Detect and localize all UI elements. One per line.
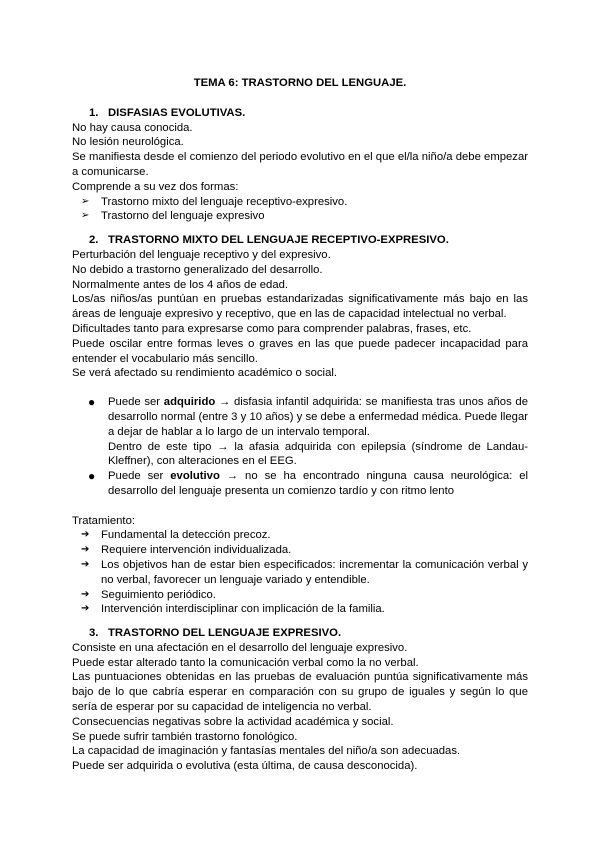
section-1-title: DISFASIAS EVOLUTIVAS.	[108, 106, 246, 119]
s1-forms-list	[72, 195, 528, 225]
s3-line-1: Consiste en una afectación en el desarrollo del lenguaje expresivo.	[72, 641, 408, 654]
arrow-icon: ➔	[81, 588, 90, 600]
section-3-number: 3.	[89, 627, 99, 640]
treatment-list	[72, 528, 528, 617]
list-item: ➢ Trastorno del lenguaje expresivo	[81, 210, 265, 223]
s3-line-2: Puede estar alterado tanto la comunicación verbal como la no verbal.	[72, 656, 419, 669]
arrowhead-icon: ➢	[81, 195, 90, 207]
s1-line-4: Comprende a su vez dos formas:	[72, 180, 239, 193]
treatment-label: Tratamiento:	[72, 514, 135, 527]
s2-line-4: Los/as niños/as puntúan en pruebas estandarizadas significativamente más bajo en las áreas de lenguaje expresivo y receptivo, que en las de capacidad intelectual no verbal.	[72, 293, 528, 321]
list-item: ➔ Requiere intervención individualizada.	[81, 544, 292, 557]
list-item-acquired: ● Puede ser adquirido → disfasia infantil adquirida: se manifiesta tras unos años de desarrollo normal (entre 3 y 10 años) y se debe a enfermedad médica. Puede llegar a dejar de hablar a lo largo de un intervalo temporal. Dentro de este tipo → la afasia adquirida con epilepsia (síndrome de Landau-Kleffner), con alteraciones en el EEG.	[88, 395, 528, 468]
bullet-icon: ●	[88, 395, 96, 410]
s2-line-1: Perturbación del lenguaje receptivo y del expresivo.	[72, 248, 331, 261]
list-item-evolutive: ● Puede ser evolutivo → no se ha encontrado ninguna causa neurológica: el desarrollo del lenguaje presenta un comienzo tardío y con ritmo lento	[88, 469, 528, 497]
s3-line-7: Puede ser adquirida o evolutiva (esta última, de causa desconocida).	[72, 760, 418, 773]
arrow-icon: ➔	[81, 603, 90, 615]
s2-line-5: Dificultades tanto para expresarse como para comprender palabras, frases, etc.	[72, 322, 472, 335]
list-item: ➔ Fundamental la detección precoz.	[81, 529, 271, 542]
s3-line-3: Las puntuaciones obtenidas en las pruebas de evaluación puntúa significativamente más bajo de lo que cabría esperar en comparación con su grupo de iguales y según lo que sería de esperar por su capacidad de inteligencia no verbal.	[72, 671, 528, 714]
list-item: ➔ Los objetivos han de estar bien especificados: incrementar la comunicación verbal y no verbal, favorecer un lenguaje variado y entendible.	[81, 558, 528, 586]
section-2-title: TRASTORNO MIXTO DEL LENGUAJE RECEPTIVO-EXPRESIVO.	[108, 234, 449, 247]
s2-line-2: No debido a trastorno generalizado del desarrollo.	[72, 263, 323, 276]
s3-line-5: Se puede sufrir también trastorno fonológico.	[72, 730, 298, 743]
evolutive-term: evolutivo	[170, 470, 220, 483]
section-1-heading	[72, 106, 528, 121]
s3-line-4: Consecuencias negativas sobre la actividad académica y social.	[72, 715, 394, 728]
s2-line-7: Se verá afectado su rendimiento académico o social.	[72, 367, 337, 380]
section-3-heading	[72, 626, 528, 641]
bullet-icon: ●	[88, 469, 96, 484]
section-1-number: 1.	[89, 106, 99, 119]
s1-line-3: Se manifiesta desde el comienzo del periodo evolutivo en el que el/la niño/a debe empezar a comunicarse.	[72, 151, 528, 178]
s2-types-list	[72, 395, 528, 499]
list-item: ➢ Trastorno mixto del lenguaje receptivo-expresivo.	[81, 195, 348, 208]
document-page	[72, 76, 528, 774]
s2-line-3: Normalmente antes de los 4 años de edad.	[72, 278, 289, 291]
arrowhead-icon: ➢	[81, 210, 90, 222]
section-3-title: TRASTORNO DEL LENGUAJE EXPRESIVO.	[108, 627, 342, 640]
arrow-icon: ➔	[81, 558, 90, 570]
section-2-number: 2.	[89, 234, 99, 247]
list-item: ➔ Seguimiento periódico.	[81, 588, 216, 601]
list-item: ➔ Intervención interdisciplinar con implicación de la familia.	[81, 603, 385, 616]
s2-line-6: Puede oscilar entre formas leves o graves en las que puede padecer incapacidad para entender el vocabulario más sencillo.	[72, 337, 528, 365]
s1-line-2: No lesión neurológica.	[72, 136, 184, 149]
s3-line-6: La capacidad de imaginación y fantasías mentales del niño/a son adecuadas.	[72, 745, 461, 758]
page-title: TEMA 6: TRASTORNO DEL LENGUAJE.	[193, 77, 407, 89]
acquired-term: adquirido	[163, 396, 216, 409]
arrow-icon: ➔	[81, 529, 90, 541]
acquired-subtype: Dentro de este tipo → la afasia adquirida con epilepsia (síndrome de Landau-Kleffner), con alteraciones en el EEG.	[108, 440, 528, 468]
s1-line-1: No hay causa conocida.	[72, 121, 193, 134]
section-2-heading	[72, 233, 528, 248]
arrow-icon: ➔	[81, 544, 90, 556]
